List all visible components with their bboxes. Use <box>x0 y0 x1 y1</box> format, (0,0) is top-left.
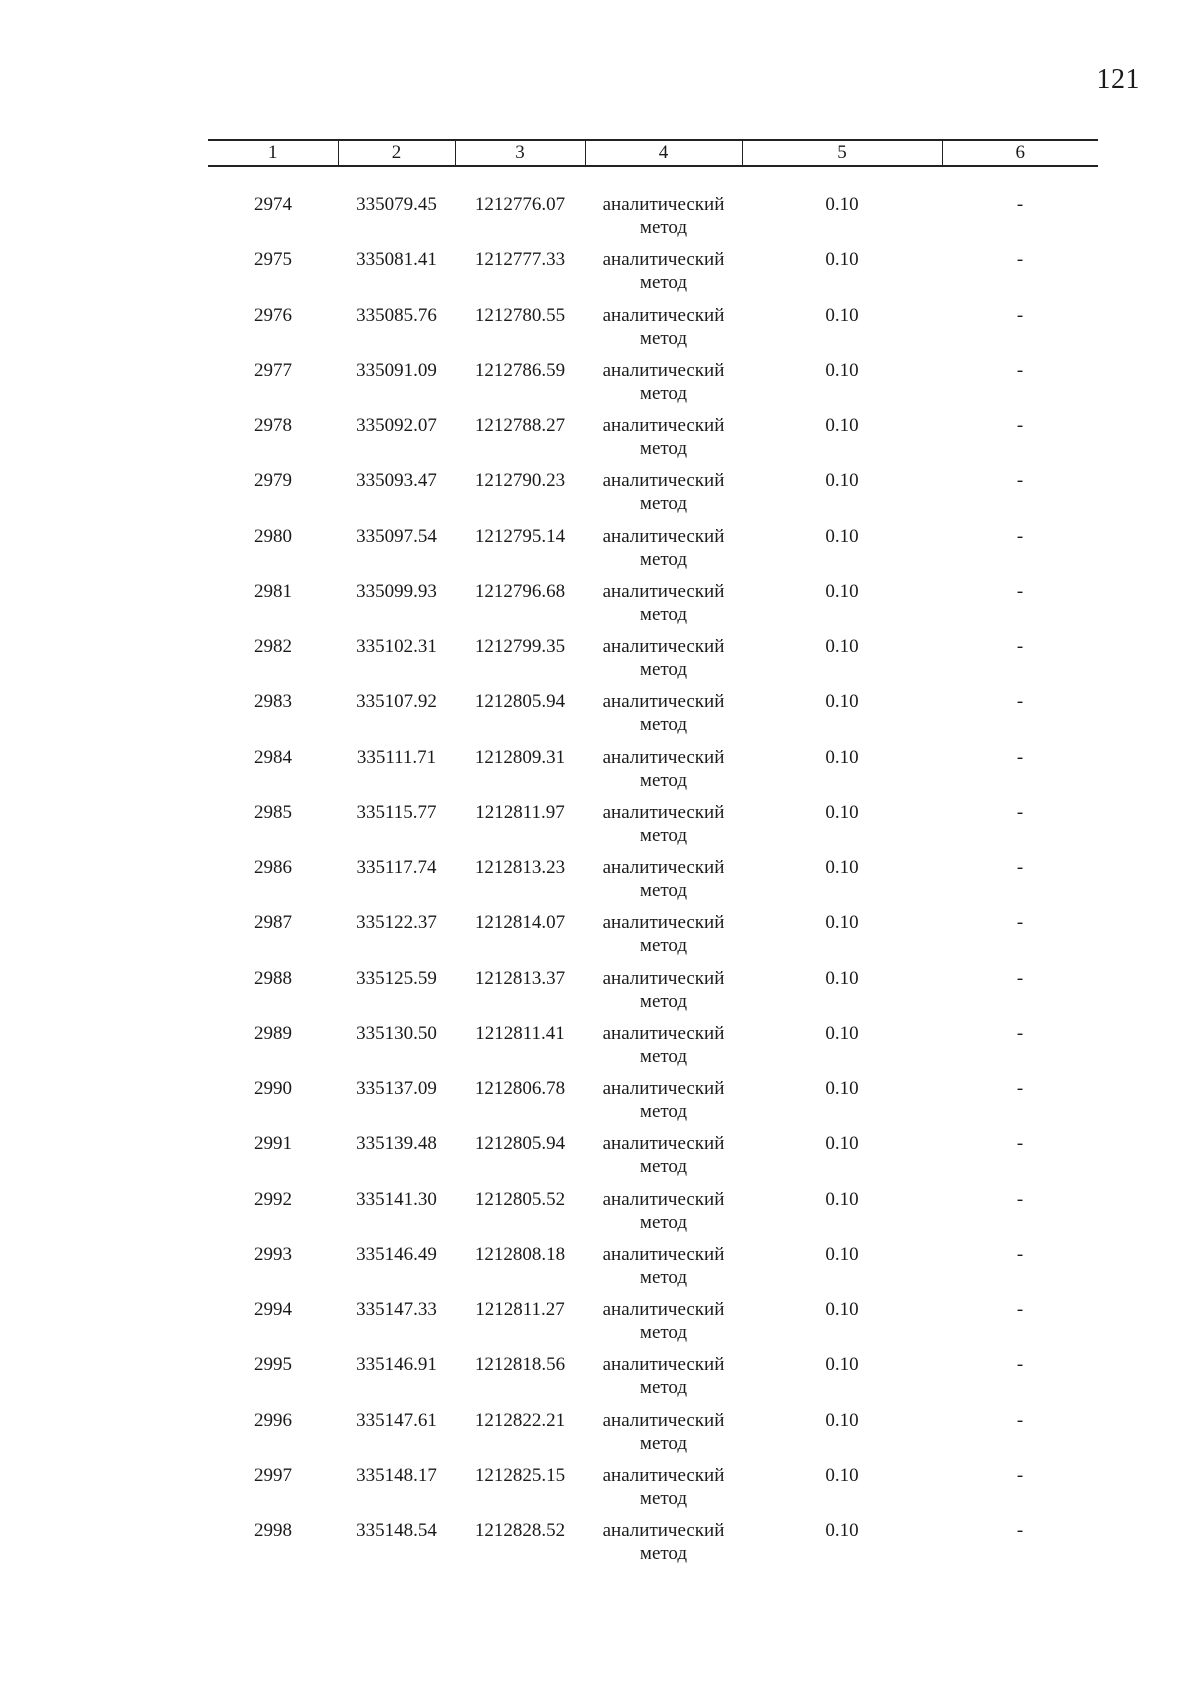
table-row <box>208 1077 1098 1132</box>
column-header-5: 5 <box>742 140 942 166</box>
accuracy-cell: 0.10 <box>825 1133 859 1155</box>
method-line-1: аналитический <box>602 1078 725 1099</box>
x-coordinate-cell: 335111.71 <box>356 746 437 768</box>
accuracy-cell: 0.10 <box>825 967 859 989</box>
y-coordinate-cell: 1212788.27 <box>474 415 566 436</box>
table-row <box>208 911 1098 966</box>
x-coordinate-cell: 335141.30 <box>356 1188 437 1210</box>
table-row <box>208 248 1098 303</box>
method-line-1: аналитический <box>602 415 725 436</box>
method-cell <box>585 525 742 571</box>
method-line-2: метод <box>639 824 688 846</box>
accuracy-cell: 0.10 <box>825 691 859 713</box>
y-coordinate-cell: 1212828.52 <box>474 1520 566 1541</box>
method-line-1: аналитический <box>602 470 725 492</box>
accuracy-cell: 0.10 <box>825 304 859 326</box>
accuracy-cell: 0.10 <box>825 1354 859 1376</box>
note-cell: - <box>1016 359 1024 381</box>
x-coordinate-cell: 335122.37 <box>356 912 437 934</box>
method-line-2: метод <box>639 1432 688 1454</box>
accuracy-cell: 0.10 <box>825 1464 859 1486</box>
method-line-2: метод <box>639 659 688 680</box>
x-coordinate-cell: 335107.92 <box>356 691 437 713</box>
method-line-2: метод <box>639 769 688 791</box>
method-line-1: аналитический <box>602 249 725 271</box>
accuracy-cell: 0.10 <box>825 1409 859 1431</box>
point-number-cell: 2981 <box>254 580 292 602</box>
page-number: 121 <box>1096 64 1140 95</box>
method-line-1: аналитический <box>602 1188 725 1210</box>
x-coordinate-cell: 335137.09 <box>356 1078 437 1099</box>
note-cell: - <box>1016 1299 1024 1320</box>
table-row <box>208 525 1098 580</box>
x-coordinate-cell: 335102.31 <box>356 636 437 657</box>
column-header-1: 1 <box>208 140 338 166</box>
x-coordinate-cell: 335146.49 <box>356 1243 437 1265</box>
y-coordinate-cell: 1212825.15 <box>474 1464 566 1486</box>
note-cell: - <box>1016 194 1024 215</box>
table-header <box>208 139 1098 167</box>
method-cell <box>585 193 742 239</box>
method-cell <box>585 967 742 1013</box>
point-number-cell: 2995 <box>254 1354 292 1376</box>
column-header-6: 6 <box>942 140 1098 166</box>
point-number-cell: 2975 <box>254 249 292 271</box>
method-line-2: метод <box>639 327 688 349</box>
accuracy-cell: 0.10 <box>825 1078 859 1099</box>
method-line-1: аналитический <box>602 194 725 215</box>
method-cell <box>585 801 742 847</box>
x-coordinate-cell: 335146.91 <box>356 1354 437 1376</box>
note-cell: - <box>1016 1464 1024 1486</box>
method-line-1: аналитический <box>602 1243 725 1265</box>
note-cell: - <box>1016 1409 1024 1431</box>
point-number-cell: 2996 <box>254 1409 292 1431</box>
method-line-2: метод <box>639 714 688 736</box>
note-cell: - <box>1016 1133 1024 1155</box>
table-row <box>208 1409 1098 1464</box>
point-number-cell: 2982 <box>254 636 292 657</box>
x-coordinate-cell: 335092.07 <box>356 415 437 436</box>
point-number-cell: 2977 <box>254 359 292 381</box>
method-cell <box>585 746 742 792</box>
point-number-cell: 2985 <box>254 801 292 823</box>
method-cell <box>585 469 742 515</box>
method-line-1: аналитический <box>602 801 725 823</box>
accuracy-cell: 0.10 <box>825 857 859 878</box>
table-row <box>208 1243 1098 1298</box>
point-number-cell: 2993 <box>254 1243 292 1265</box>
method-line-1: аналитический <box>602 1520 725 1541</box>
point-number-cell: 2976 <box>254 304 292 326</box>
accuracy-cell: 0.10 <box>825 1022 859 1044</box>
x-coordinate-cell: 335085.76 <box>356 304 437 326</box>
point-number-cell: 2997 <box>254 1464 292 1486</box>
accuracy-cell: 0.10 <box>825 636 859 657</box>
table-row <box>208 1353 1098 1408</box>
accuracy-cell: 0.10 <box>825 1243 859 1265</box>
point-number-cell: 2990 <box>254 1078 292 1099</box>
method-cell <box>585 414 742 460</box>
note-cell: - <box>1016 1243 1024 1265</box>
method-cell <box>585 1353 742 1399</box>
method-line-1: аналитический <box>602 857 725 878</box>
method-cell <box>585 635 742 681</box>
method-line-2: метод <box>639 548 688 570</box>
table-row <box>208 801 1098 856</box>
y-coordinate-cell: 1212811.27 <box>475 1299 565 1320</box>
table-row <box>208 1519 1098 1574</box>
y-coordinate-cell: 1212814.07 <box>474 912 566 934</box>
method-line-1: аналитический <box>602 304 725 326</box>
method-line-2: метод <box>639 603 688 625</box>
y-coordinate-cell: 1212805.94 <box>474 1133 566 1155</box>
y-coordinate-cell: 1212786.59 <box>474 359 566 381</box>
accuracy-cell: 0.10 <box>825 1520 859 1541</box>
table-row <box>208 359 1098 414</box>
method-line-2: метод <box>639 438 688 459</box>
y-coordinate-cell: 1212818.56 <box>474 1354 566 1376</box>
y-coordinate-cell: 1212813.37 <box>474 967 566 989</box>
point-number-cell: 2989 <box>254 1022 292 1044</box>
method-cell <box>585 1464 742 1510</box>
table-row <box>208 1022 1098 1077</box>
y-coordinate-cell: 1212808.18 <box>474 1243 566 1265</box>
x-coordinate-cell: 335081.41 <box>356 249 437 271</box>
method-line-1: аналитический <box>602 746 725 768</box>
accuracy-cell: 0.10 <box>825 415 859 436</box>
accuracy-cell: 0.10 <box>825 249 859 271</box>
x-coordinate-cell: 335130.50 <box>356 1022 437 1044</box>
point-number-cell: 2986 <box>254 857 292 878</box>
x-coordinate-cell: 335117.74 <box>356 857 437 878</box>
method-cell <box>585 1022 742 1068</box>
method-cell <box>585 690 742 736</box>
x-coordinate-cell: 335148.17 <box>356 1464 437 1486</box>
method-line-1: аналитический <box>602 1133 725 1155</box>
method-line-2: метод <box>639 1211 688 1233</box>
x-coordinate-cell: 335093.47 <box>356 470 437 492</box>
table-row <box>208 580 1098 635</box>
note-cell: - <box>1016 1078 1024 1099</box>
method-line-2: метод <box>639 935 688 957</box>
method-cell <box>585 304 742 350</box>
accuracy-cell: 0.10 <box>825 746 859 768</box>
column-header-2: 2 <box>338 140 455 166</box>
method-line-2: метод <box>639 382 688 404</box>
method-line-2: метод <box>639 1266 688 1288</box>
point-number-cell: 2984 <box>254 746 292 768</box>
x-coordinate-cell: 335115.77 <box>356 801 437 823</box>
table-row <box>208 856 1098 911</box>
method-line-1: аналитический <box>602 636 725 657</box>
point-number-cell: 2980 <box>254 525 292 547</box>
table-row <box>208 635 1098 690</box>
point-number-cell: 2988 <box>254 967 292 989</box>
accuracy-cell: 0.10 <box>825 470 859 492</box>
table-row <box>208 967 1098 1022</box>
y-coordinate-cell: 1212780.55 <box>474 304 566 326</box>
x-coordinate-cell: 335099.93 <box>356 580 437 602</box>
method-cell <box>585 580 742 626</box>
y-coordinate-cell: 1212776.07 <box>474 194 566 215</box>
note-cell: - <box>1016 801 1024 823</box>
method-line-1: аналитический <box>602 580 725 602</box>
note-cell: - <box>1016 636 1024 657</box>
method-cell <box>585 1188 742 1234</box>
method-line-1: аналитический <box>602 1354 725 1376</box>
method-line-1: аналитический <box>602 691 725 713</box>
table-row <box>208 1298 1098 1353</box>
accuracy-cell: 0.10 <box>825 580 859 602</box>
y-coordinate-cell: 1212806.78 <box>474 1078 566 1099</box>
method-cell <box>585 1243 742 1289</box>
note-cell: - <box>1016 415 1024 436</box>
note-cell: - <box>1016 470 1024 492</box>
x-coordinate-cell: 335091.09 <box>356 359 437 381</box>
column-header-4: 4 <box>585 140 742 166</box>
note-cell: - <box>1016 1354 1024 1376</box>
table-row <box>208 469 1098 524</box>
method-line-2: метод <box>639 990 688 1012</box>
point-number-cell: 2979 <box>254 470 292 492</box>
method-line-1: аналитический <box>602 1022 725 1044</box>
method-line-1: аналитический <box>602 359 725 381</box>
method-line-1: аналитический <box>602 1464 725 1486</box>
x-coordinate-cell: 335097.54 <box>356 525 437 547</box>
method-cell <box>585 1077 742 1123</box>
method-cell <box>585 1298 742 1344</box>
note-cell: - <box>1016 912 1024 934</box>
y-coordinate-cell: 1212813.23 <box>474 857 566 878</box>
accuracy-cell: 0.10 <box>825 525 859 547</box>
method-line-2: метод <box>639 1156 688 1178</box>
y-coordinate-cell: 1212777.33 <box>474 249 566 271</box>
note-cell: - <box>1016 746 1024 768</box>
point-number-cell: 2987 <box>254 912 292 934</box>
x-coordinate-cell: 335125.59 <box>356 967 437 989</box>
note-cell: - <box>1016 1188 1024 1210</box>
point-number-cell: 2974 <box>254 194 292 215</box>
column-header-3: 3 <box>455 140 585 166</box>
method-line-1: аналитический <box>602 525 725 547</box>
y-coordinate-cell: 1212809.31 <box>474 746 566 768</box>
y-coordinate-cell: 1212805.94 <box>474 691 566 713</box>
note-cell: - <box>1016 1022 1024 1044</box>
y-coordinate-cell: 1212811.41 <box>475 1022 565 1044</box>
note-cell: - <box>1016 580 1024 602</box>
method-cell <box>585 359 742 405</box>
method-cell <box>585 1519 742 1565</box>
y-coordinate-cell: 1212805.52 <box>474 1188 566 1210</box>
method-line-2: метод <box>639 272 688 294</box>
header-row <box>208 140 1098 166</box>
table-row <box>208 414 1098 469</box>
note-cell: - <box>1016 525 1024 547</box>
method-cell <box>585 1132 742 1178</box>
x-coordinate-cell: 335139.48 <box>356 1133 437 1155</box>
y-coordinate-cell: 1212790.23 <box>474 470 566 492</box>
table-row <box>208 1464 1098 1519</box>
method-line-2: метод <box>639 880 688 901</box>
accuracy-cell: 0.10 <box>825 912 859 934</box>
method-line-1: аналитический <box>602 967 725 989</box>
method-cell <box>585 911 742 957</box>
method-line-2: метод <box>639 1377 688 1399</box>
accuracy-cell: 0.10 <box>825 1299 859 1320</box>
note-cell: - <box>1016 304 1024 326</box>
table-row <box>208 746 1098 801</box>
accuracy-cell: 0.10 <box>825 801 859 823</box>
method-line-2: метод <box>639 1543 688 1564</box>
accuracy-cell: 0.10 <box>825 194 859 215</box>
y-coordinate-cell: 1212822.21 <box>474 1409 566 1431</box>
method-line-2: метод <box>639 1101 688 1122</box>
x-coordinate-cell: 335147.33 <box>356 1299 437 1320</box>
method-line-2: метод <box>639 217 688 238</box>
point-number-cell: 2983 <box>254 691 292 713</box>
note-cell: - <box>1016 1520 1024 1541</box>
note-cell: - <box>1016 967 1024 989</box>
y-coordinate-cell: 1212811.97 <box>475 801 565 823</box>
method-cell <box>585 248 742 294</box>
point-number-cell: 2978 <box>254 415 292 436</box>
table-row <box>208 1188 1098 1243</box>
point-number-cell: 2998 <box>254 1520 292 1541</box>
point-number-cell: 2992 <box>254 1188 292 1210</box>
point-number-cell: 2991 <box>254 1133 292 1155</box>
accuracy-cell: 0.10 <box>825 1188 859 1210</box>
y-coordinate-cell: 1212795.14 <box>474 525 566 547</box>
table-row <box>208 1132 1098 1187</box>
y-coordinate-cell: 1212796.68 <box>474 580 566 602</box>
x-coordinate-cell: 335079.45 <box>356 194 437 215</box>
method-line-2: метод <box>639 1322 688 1343</box>
y-coordinate-cell: 1212799.35 <box>474 636 566 657</box>
table-row <box>208 690 1098 745</box>
note-cell: - <box>1016 691 1024 713</box>
table-row <box>208 193 1098 248</box>
method-line-1: аналитический <box>602 1409 725 1431</box>
x-coordinate-cell: 335147.61 <box>356 1409 437 1431</box>
table-row <box>208 304 1098 359</box>
method-line-2: метод <box>639 1045 688 1067</box>
method-cell <box>585 856 742 902</box>
accuracy-cell: 0.10 <box>825 359 859 381</box>
note-cell: - <box>1016 249 1024 271</box>
method-line-1: аналитический <box>602 1299 725 1320</box>
method-line-2: метод <box>639 493 688 515</box>
note-cell: - <box>1016 857 1024 878</box>
table-body <box>208 193 1098 1574</box>
point-number-cell: 2994 <box>254 1299 292 1320</box>
method-cell <box>585 1409 742 1455</box>
method-line-1: аналитический <box>602 912 725 934</box>
method-line-2: метод <box>639 1487 688 1509</box>
x-coordinate-cell: 335148.54 <box>356 1520 437 1541</box>
